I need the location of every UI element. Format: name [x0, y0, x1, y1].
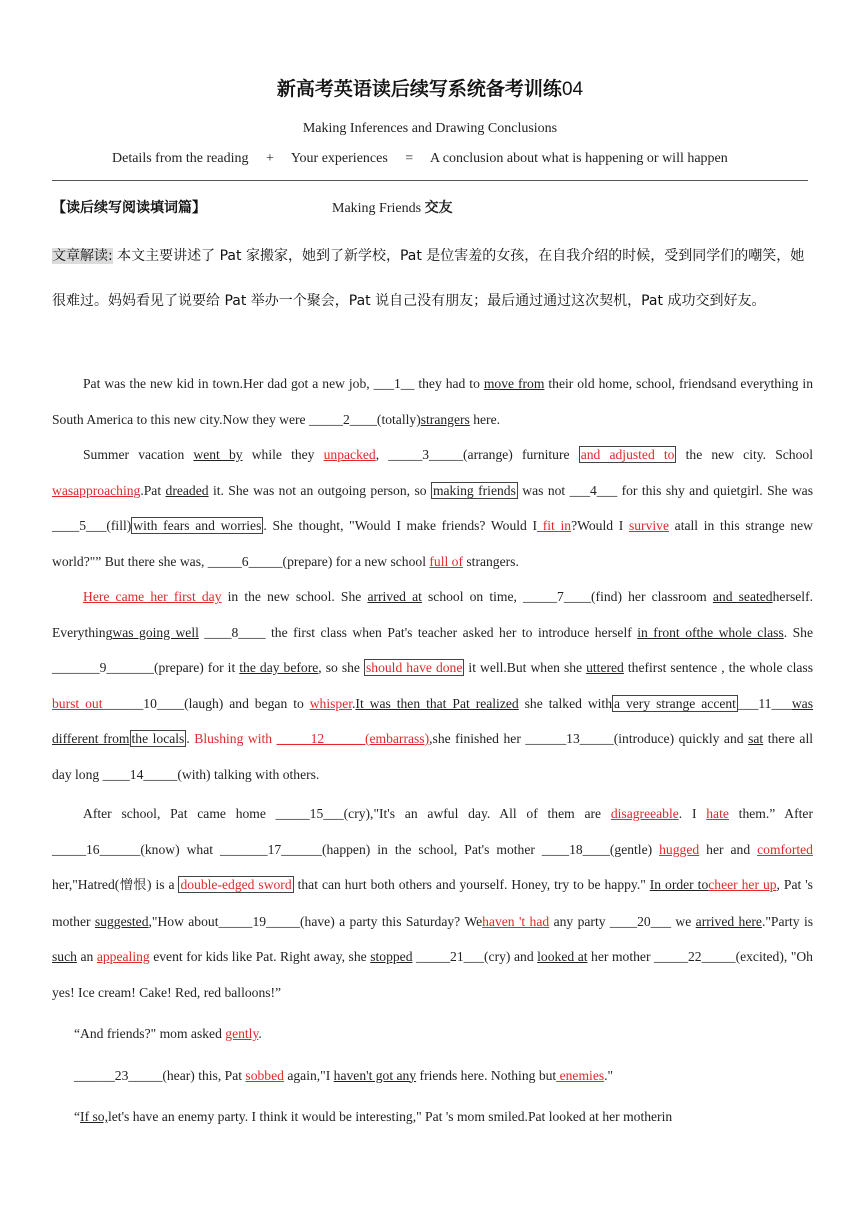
underlined-phrase: haven't got any: [333, 1067, 417, 1083]
passage-text: ,"How about_____19_____(have) a party this Saturday? We: [148, 913, 483, 929]
passage-text: an: [76, 949, 97, 964]
passage-text: the new city. School: [676, 447, 813, 462]
passage-paragraph: [52, 579, 813, 792]
summary-label: 文章解读:: [52, 248, 113, 264]
passage-text: ___11___: [737, 695, 792, 711]
passage-text: ______23_____(hear) this, Pat: [74, 1067, 246, 1083]
section-label: 【读后续写阅读填词篇】: [52, 200, 206, 216]
underlined-phrase: such: [52, 949, 77, 964]
underlined-phrase: It was then that Pat realized: [355, 695, 519, 711]
boxed-phrase: double-edged sword: [180, 877, 292, 892]
passage-body: [52, 366, 813, 1135]
passage-text: atall in this strange new world?"” But there she was, _____6_____(prepare) for a new school: [52, 518, 813, 569]
passage-text: ?Would I: [571, 518, 629, 533]
passage-text: it. She was not an outgoing person, so: [208, 482, 431, 498]
passage-text: ,she finished her ______13_____(introduce) quickly and: [429, 731, 749, 746]
underlined-phrase: was different from: [52, 695, 813, 746]
highlighted-phrase: enemies: [556, 1067, 605, 1083]
boxed-phrase: and adjusted to: [580, 447, 675, 462]
boxed-phrase: should have done: [365, 660, 463, 675]
passage-text: After school, Pat came home _____15___(cry),"It's an awful day. All of them are: [83, 806, 611, 821]
passage-text: their old home, school, friendsand everything in South America to this new city.Now they were _____2____(totally): [52, 376, 813, 427]
underlined-phrase: If so,: [80, 1109, 108, 1124]
boxed-phrase: a very strange accent: [614, 695, 736, 711]
section-topic: [332, 197, 453, 217]
passage-text: herself. Everything: [52, 589, 813, 640]
passage-text: _____21___(cry) and: [412, 949, 538, 964]
passage-text: was not ___4___ for this shy and quietgirl. She was ____5___(fill): [52, 482, 813, 533]
highlighted-phrase: unpacked: [323, 447, 376, 462]
passage-paragraph: [52, 437, 813, 579]
passage-text: any party ____20___ we: [549, 913, 696, 929]
highlighted-phrase: hate: [706, 806, 729, 821]
underlined-phrase: was going well: [112, 624, 199, 640]
underlined-phrase: arrived here: [695, 913, 762, 929]
highlighted-phrase: Here came her first day: [83, 589, 222, 604]
formula-equals: =: [405, 151, 414, 166]
passage-text: make friends? Would I: [400, 518, 538, 533]
highlighted-phrase: comforted: [757, 841, 813, 857]
underlined-phrase: strangers: [420, 411, 470, 427]
passage-text: ) is a: [146, 877, 179, 892]
passage-text: them.” After _____16______(know) what _______17______(happen) in the school, Pat's mother ____18____(gentle): [52, 806, 813, 857]
underlined-phrase: went by: [193, 447, 243, 462]
article-summary: [52, 234, 812, 324]
passage-text: , Pat 's mother: [52, 877, 813, 929]
page-subtitle: Making Inferences and Drawing Conclusions: [302, 121, 558, 136]
highlighted-phrase: disagreeable: [610, 806, 679, 821]
passage-text: while they: [242, 447, 324, 462]
highlighted-phrase: whisper: [309, 695, 353, 711]
highlighted-phrase: cheer her up: [708, 877, 777, 892]
passage-text: , so she: [318, 660, 364, 675]
passage-paragraph: [52, 1058, 813, 1094]
formula-part-3: A conclusion about what is happening or will happen: [429, 151, 728, 166]
underlined-phrase: arrived at: [367, 589, 422, 604]
passage-text: thefirst sentence , the whole class: [623, 660, 813, 675]
passage-text: .Pat: [140, 482, 166, 498]
underlined-phrase: in front ofthe whole class: [637, 624, 784, 640]
underlined-phrase: stopped: [370, 949, 413, 964]
passage-text: it well.But when she: [464, 660, 587, 675]
underlined-phrase: move from: [483, 376, 545, 391]
boxed-phrase: with fears and worries: [133, 518, 262, 533]
page-title: [0, 74, 860, 101]
highlighted-phrase: wasapproaching: [52, 482, 141, 498]
highlighted-phrase: sobbed: [245, 1067, 284, 1083]
passage-text: .": [604, 1067, 614, 1083]
header-divider: [52, 180, 808, 181]
underlined-phrase: and seated: [712, 589, 773, 604]
title-number: 04: [561, 79, 584, 100]
underlined-phrase: uttered: [586, 660, 624, 675]
passage-text: . I: [678, 806, 707, 821]
highlighted-phrase: appealing: [96, 949, 150, 964]
passage-text: she talked with: [518, 695, 613, 711]
passage-text: .: [352, 695, 356, 711]
formula-plus: +: [265, 151, 274, 166]
passage-text: friends here. Nothing but: [416, 1067, 557, 1083]
passage-paragraph: [52, 1016, 813, 1052]
passage-text: . She _______9_______(prepare) for it: [52, 624, 814, 675]
passage-text: “And friends?" mom asked: [74, 1026, 226, 1041]
passage-text: “: [74, 1109, 81, 1124]
boxed-phrase: making friends: [432, 482, 516, 498]
highlighted-phrase: full of: [429, 553, 463, 569]
passage-text: .: [258, 1026, 262, 1041]
passage-paragraph: [52, 796, 813, 1010]
highlighted-phrase: Blushing with: [194, 731, 273, 746]
passage-text: ."Party is: [761, 913, 814, 929]
passage-text: her and: [699, 841, 758, 857]
passage-paragraph: [52, 366, 813, 437]
formula-part-2: Your experiences: [290, 151, 388, 166]
highlighted-phrase: haven 't had: [482, 913, 550, 929]
highlighted-phrase: _____12______(embarrass): [276, 731, 430, 746]
passage-text: Summer vacation: [83, 447, 194, 462]
passage-text: let's have an enemy party. I think it would be interesting," Pat 's mom smiled.Pat looked at her motherin: [108, 1109, 673, 1124]
passage-text: ____8____ the first class when Pat's teacher asked her to introduce herself: [198, 624, 638, 640]
boxed-phrase: the locals: [131, 731, 185, 746]
passage-text: there all day long ____14_____(with) talking with others.: [52, 731, 814, 782]
underlined-phrase: In order to: [649, 877, 709, 892]
passage-text: Pat was the new kid in town.Her dad got a new job, ___1__ they had to: [83, 376, 484, 391]
chinese-gloss: 憎恨: [119, 878, 147, 893]
underlined-phrase: dreaded: [165, 482, 209, 498]
summary-text: 本文主要讲述了 Pat 家搬家，她到了新学校，Pat 是位害羞的女孩，在自我介绍的时候，受到同学们的嘲笑，她很难过。妈妈看见了说要给 Pat 举办一个聚会，Pat 说自己没有朋友；最后通过通过这次契机，Pat 成功交到好友。: [52, 248, 805, 309]
formula-part-1: Details from the reading: [112, 151, 249, 166]
passage-paragraph: [52, 1099, 813, 1135]
title-chinese: 新高考英语读后续写系统备考训练: [276, 78, 562, 100]
passage-text: again,"I: [283, 1067, 334, 1083]
passage-text: , _____3_____(arrange) furniture: [375, 447, 579, 462]
underlined-phrase: sat: [748, 731, 764, 746]
topic-chinese: 交友: [424, 200, 453, 216]
underlined-phrase: the day before: [239, 660, 319, 675]
formula-line: [112, 151, 728, 167]
passage-text: ______10____(laugh) and began to: [102, 695, 310, 711]
passage-text: event for kids like Pat. Right away, she: [149, 949, 371, 964]
highlighted-phrase: fit in: [537, 518, 572, 533]
underlined-phrase: looked at: [537, 949, 588, 964]
passage-text: . She thought, "Would I: [263, 518, 401, 533]
passage-text: her,"Hatred(: [52, 877, 120, 892]
passage-text: school on time, _____7____(find) her classroom: [421, 589, 713, 604]
highlighted-phrase: survive: [628, 518, 669, 533]
underlined-phrase: suggested: [94, 913, 149, 929]
topic-english: Making Friends: [332, 201, 422, 216]
passage-text: here.: [469, 411, 501, 427]
highlighted-phrase: hugged: [659, 841, 700, 857]
passage-text: .: [186, 731, 195, 746]
passage-text: in the new school. She: [221, 589, 368, 604]
passage-text: that can hurt both others and yourself. Honey, try to be happy.": [293, 877, 650, 892]
highlighted-phrase: burst out: [52, 695, 103, 711]
highlighted-phrase: gently: [225, 1026, 259, 1041]
passage-text: her mother _____22_____(excited), "Oh yes! Ice cream! Cake! Red, red balloons!”: [52, 949, 813, 1000]
passage-text: strangers.: [462, 553, 519, 569]
